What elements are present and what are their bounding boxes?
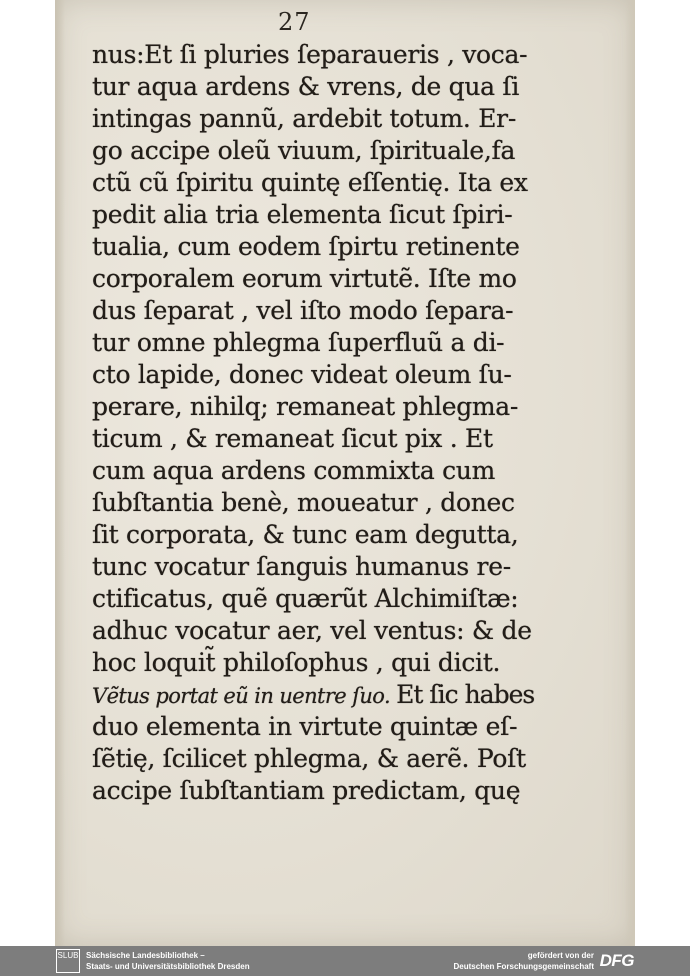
funder-line1: gefördert von der — [527, 951, 594, 960]
text-line-with-italic — [92, 680, 535, 712]
text-line: ticum , & remaneat ſicut pix . Et — [92, 424, 493, 453]
text-line-rest: Et ſic habes — [396, 680, 535, 709]
dfg-logo: DFG — [599, 951, 634, 970]
text-line: ſẽtię, ſcilicet phlegma, & aerẽ. Poſt — [92, 744, 526, 773]
text-line: tur omne phlegma ſuperfluũ a di- — [92, 328, 505, 357]
page-number: 27 — [278, 8, 311, 36]
text-line: go accipe oleũ viuum, ſpirituale,fa — [92, 136, 516, 165]
text-line: pedit alia tria elementa ſicut ſpiri- — [92, 200, 513, 229]
footer-bar — [0, 946, 690, 976]
text-line: nus:Et ſi pluries ſeparaueris , voca- — [92, 40, 528, 69]
text-line: cto lapide, donec videat oleum ſu- — [92, 360, 512, 389]
text-line: ſubſtantia benè, moueatur , donec — [92, 488, 515, 517]
page-text — [92, 40, 535, 808]
text-line: perare, nihilq; remaneat phlegma- — [92, 392, 519, 421]
italic-quotation: Vẽtus portat eũ in uentre ſuo. — [92, 684, 397, 708]
page-edge-shadow — [625, 0, 635, 946]
text-line: tualia, cum eodem ſpirtu retinente — [92, 232, 520, 261]
text-line: tunc vocatur ſanguis humanus re- — [92, 552, 511, 581]
library-credit — [86, 950, 250, 972]
text-line: ctũ cũ ſpiritu quintę eſſentię. Ita ex — [92, 168, 528, 197]
slub-logo: SLUB — [56, 949, 80, 973]
library-name-line1: Sächsische Landesbibliothek – — [86, 951, 205, 960]
text-line: duo elementa in virtute quintæ eſ- — [92, 712, 518, 741]
text-line: cum aqua ardens commixta cum — [92, 456, 496, 485]
funder-credit — [454, 950, 594, 972]
text-line: dus ſeparat , vel iſto modo ſepara- — [92, 296, 514, 325]
library-name-line2: Staats- und Universitätsbibliothek Dresden — [86, 962, 250, 971]
text-line: hoc loquit̃ philoſophus , qui dicit. — [92, 648, 501, 677]
text-line: tur aqua ardens & vrens, de qua ſi — [92, 72, 520, 101]
text-line: adhuc vocatur aer, vel ventus: & de — [92, 616, 532, 645]
text-line: corporalem eorum virtutẽ. Iſte mo — [92, 264, 517, 293]
funder-line2: Deutschen Forschungsgemeinschaft — [453, 962, 594, 971]
text-line: accipe ſubſtantiam predictam, quę — [92, 776, 521, 805]
page-gutter-shadow — [55, 0, 65, 946]
text-line: intingas pannũ, ardebit totum. Er- — [92, 104, 516, 133]
text-line: ctificatus, quẽ quærũt Alchimiſtæ: — [92, 584, 519, 613]
text-line: ſit corporata, & tunc eam degutta, — [92, 520, 519, 549]
